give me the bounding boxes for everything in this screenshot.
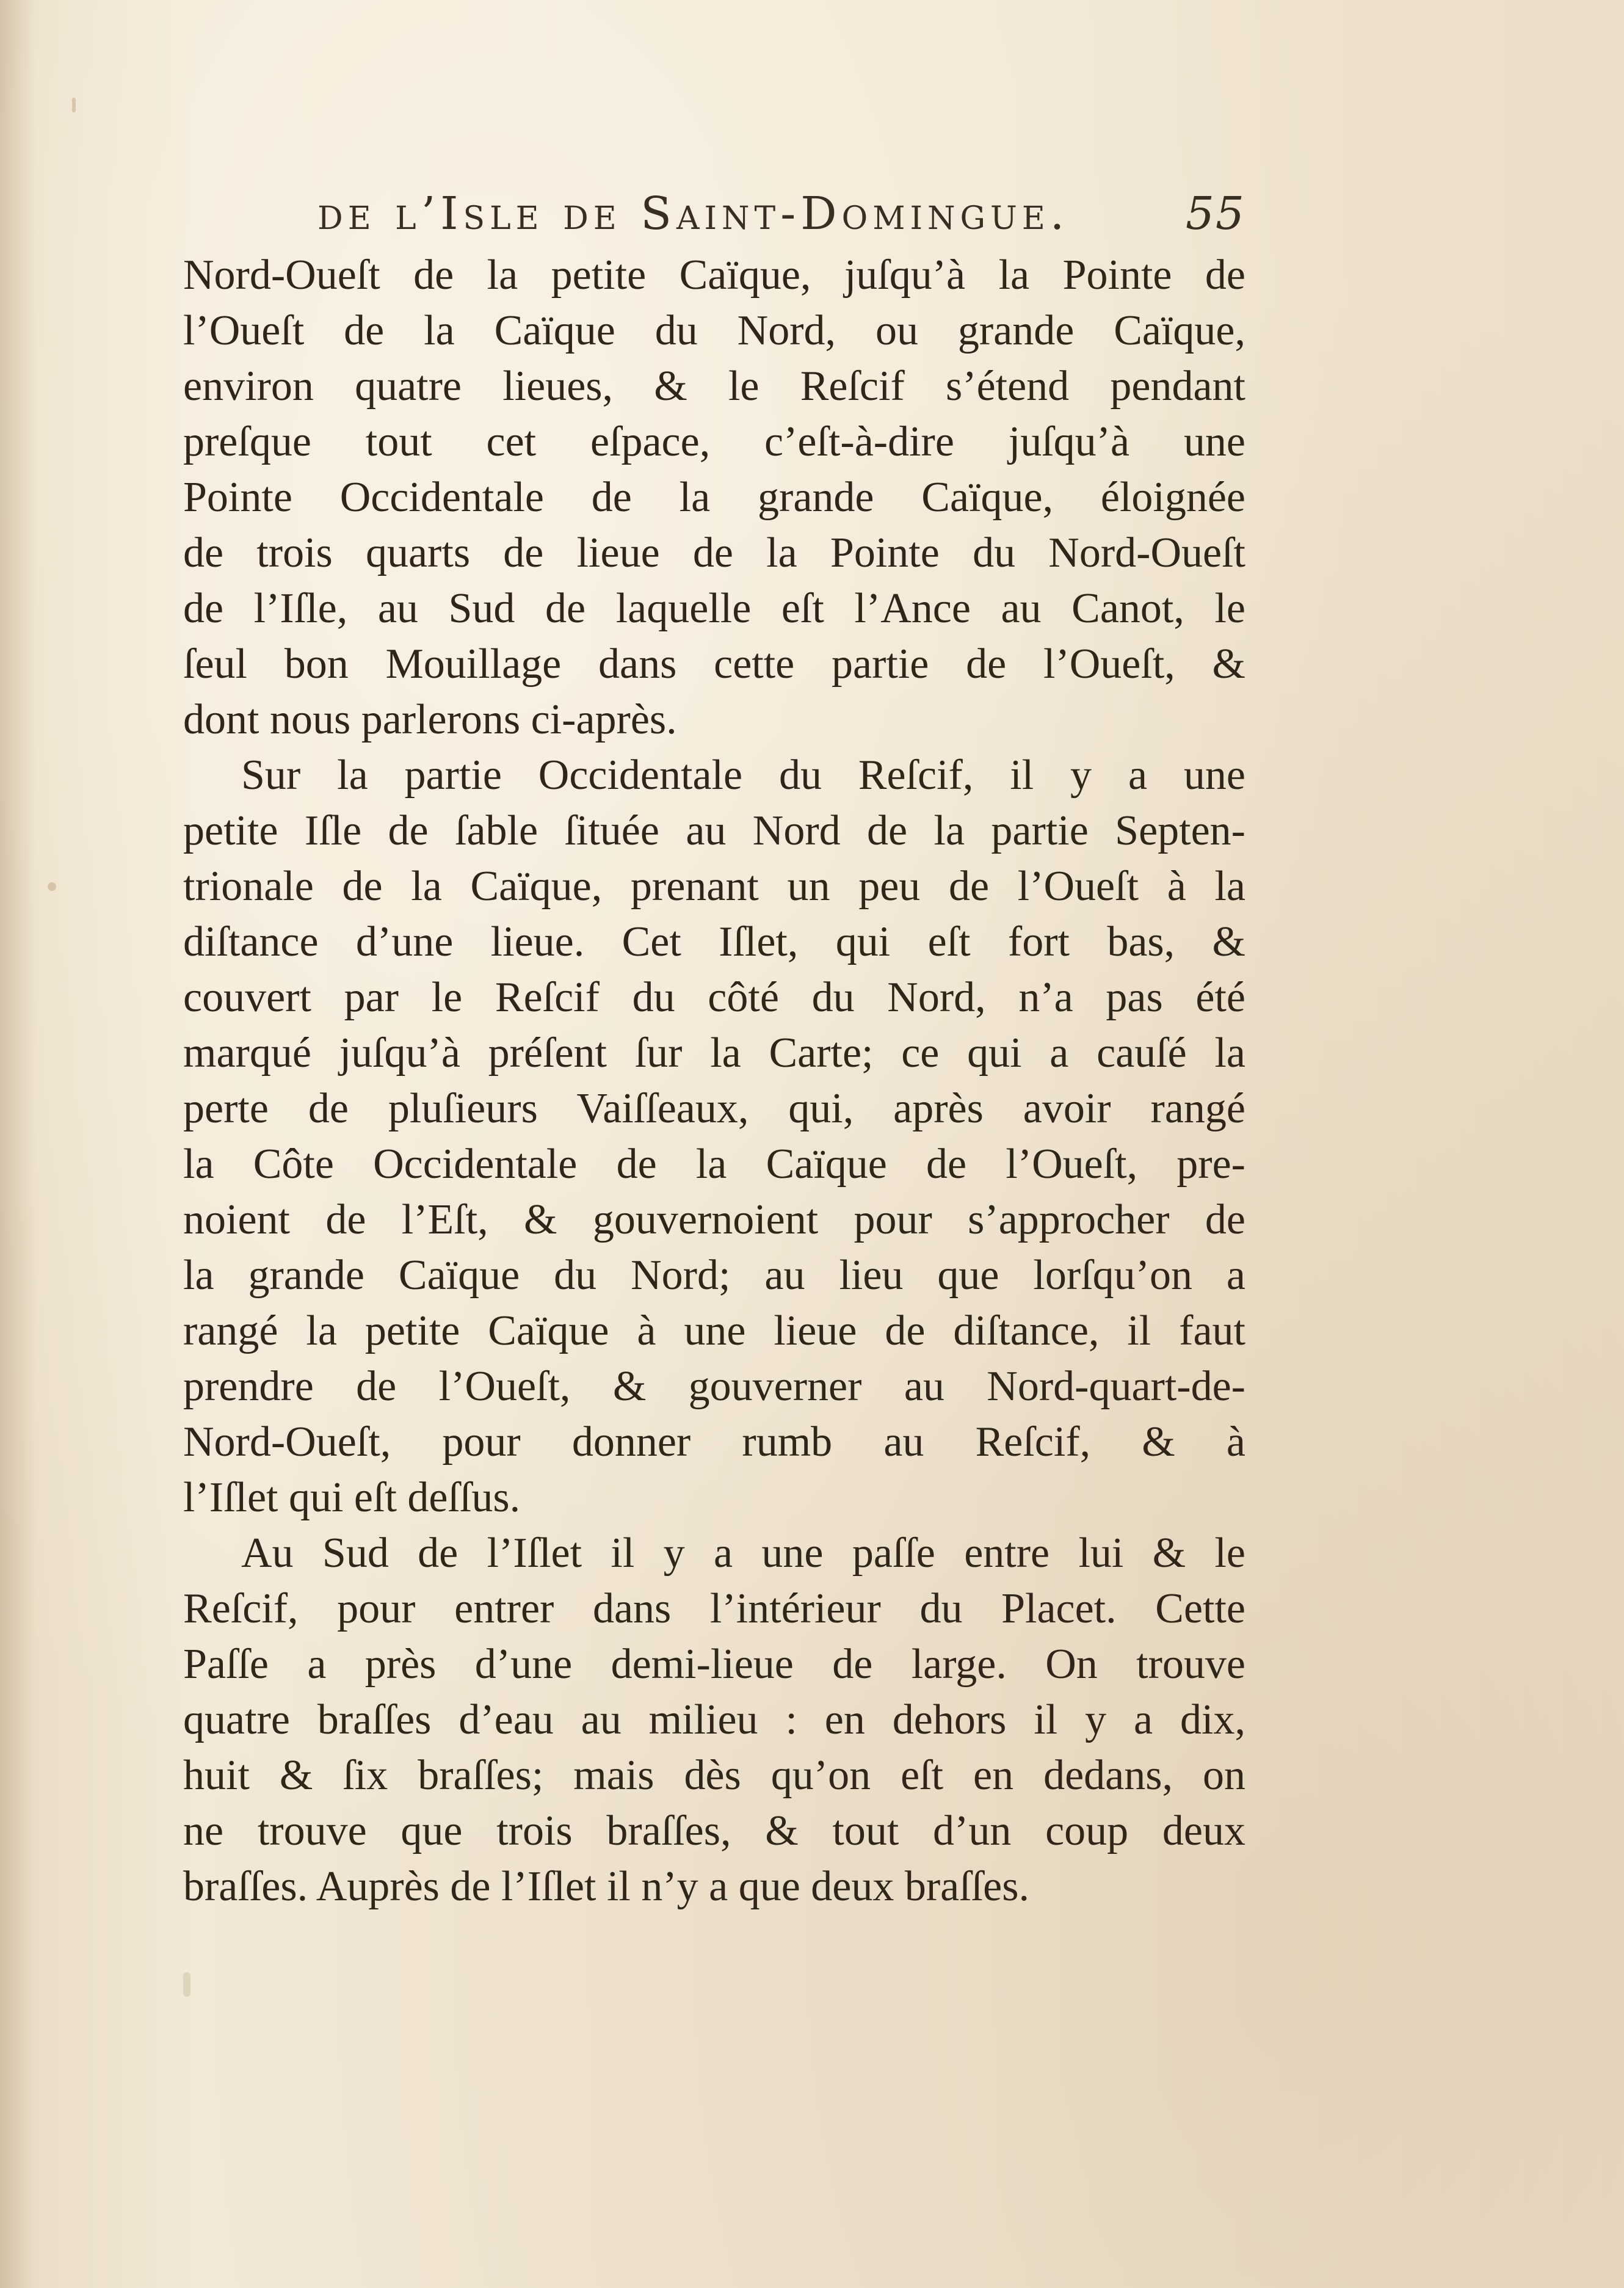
text-line: Pointe Occidentale de la grande Caïque, éloignée [183, 474, 1245, 521]
text-line: perte de pluſieurs Vaiſſeaux, qui, après avoir rangé [183, 1085, 1245, 1132]
text-line: ne trouve que trois braſſes, & tout d’un coup deux [183, 1807, 1245, 1854]
text-line: ſeul bon Mouillage dans cette partie de l’Oueſt, & [183, 641, 1245, 688]
text-line: prendre de l’Oueſt, & gouverner au Nord-quart-de- [183, 1363, 1245, 1410]
text-line: la grande Caïque du Nord; au lieu que lorſqu’on a [183, 1252, 1245, 1299]
text-line: marqué juſqu’à préſent ſur la Carte; ce qui a cauſé la [183, 1030, 1245, 1077]
text-line: noient de l’Eſt, & gouvernoient pour s’approcher de [183, 1196, 1245, 1243]
text-line: de l’Iſle, au Sud de laquelle eſt l’Ance au Canot, le [183, 585, 1245, 632]
text-line: Paſſe a près d’une demi-lieue de large. On trouve [183, 1641, 1245, 1688]
text-line: couvert par le Reſcif du côté du Nord, n’a pas été [183, 974, 1245, 1021]
text-line: quatre braſſes d’eau au milieu : en dehors il y a dix, [183, 1696, 1245, 1743]
text-line: petite Iſle de ſable ſituée au Nord de la partie Septen- [183, 807, 1245, 854]
running-title: de l’Isle de Saint-Domingue. [317, 187, 1070, 240]
page-number: 55 [1185, 187, 1245, 240]
text-line: Sur la partie Occidentale du Reſcif, il y a une [241, 752, 1245, 799]
text-line: preſque tout cet eſpace, c’eſt-à-dire juſqu’à une [183, 418, 1245, 465]
text-line: Reſcif, pour entrer dans l’intérieur du Placet. Cette [183, 1585, 1245, 1632]
paragraph [183, 247, 1245, 747]
text-line: la Côte Occidentale de la Caïque de l’Oueſt, pre- [183, 1141, 1245, 1188]
page-gutter-shadow [0, 0, 37, 2288]
text-line: dont nous parlerons ci-après. [183, 696, 677, 743]
paragraph [183, 747, 1245, 1525]
text-line: environ quatre lieues, & le Reſcif s’étend pendant [183, 363, 1245, 410]
paper-spot [48, 882, 56, 891]
text-line: de trois quarts de lieue de la Pointe du Nord-Oueſt [183, 529, 1245, 576]
text-line: braſſes. Auprès de l’Iſlet il n’y a que deux braſſes. [183, 1863, 1029, 1910]
body-text [183, 247, 1245, 1914]
text-line: rangé la petite Caïque à une lieue de diſtance, il faut [183, 1307, 1245, 1354]
text-line: diſtance d’une lieue. Cet Iſlet, qui eſt fort bas, & [183, 918, 1245, 965]
paragraph [183, 1525, 1245, 1914]
text-line: l’Iſlet qui eſt deſſus. [183, 1474, 521, 1521]
paper-spot [72, 98, 76, 112]
paper-spot [183, 1972, 190, 1997]
text-line: Nord-Oueſt, pour donner rumb au Reſcif, & à [183, 1418, 1245, 1465]
text-line: Nord-Oueſt de la petite Caïque, juſqu’à la Pointe de [183, 252, 1245, 299]
text-line: trionale de la Caïque, prenant un peu de l’Oueſt à la [183, 863, 1245, 910]
text-line: huit & ſix braſſes; mais dès qu’on eſt en dedans, on [183, 1752, 1245, 1799]
text-line: l’Oueſt de la Caïque du Nord, ou grande Caïque, [183, 307, 1245, 354]
text-line: Au Sud de l’Iſlet il y a une paſſe entre lui & le [241, 1530, 1245, 1577]
